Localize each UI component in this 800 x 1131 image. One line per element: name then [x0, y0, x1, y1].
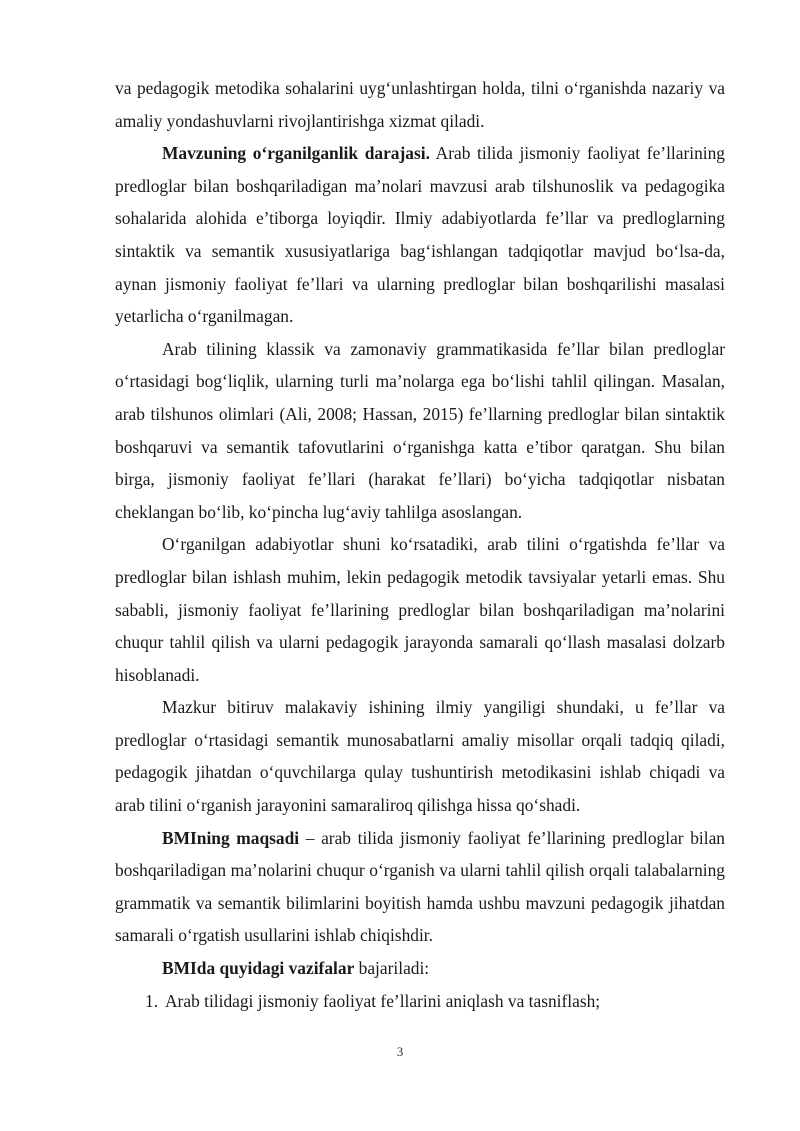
paragraph-study-level: [115, 137, 725, 333]
page-number: 3: [396, 1044, 404, 1059]
list-item-number: 1.: [145, 990, 159, 1011]
tasks-list: [115, 985, 725, 1018]
paragraph-tasks-intro: [115, 952, 725, 985]
heading-goal: BMIning maqsadi: [162, 827, 300, 848]
paragraph-grammar-review: Arab tilining klassik va zamonaviy grammatikasida fe’llar bilan predloglar o‘rtasidagi bog‘liqlik, ularning turli ma’nolarga ega bo‘lishi tahlil qilingan. Masalan, arab tilshunos olimlari (Ali, 2008; Hassan, 2015) fe’llarning predloglar bilan sintaktik boshqaruvi va semantik tafovutlarini o‘rganishga katta e’tibor qaratgan. Shu bilan birga, jismoniy faoliyat fe’llari (harakat fe’llari) bo‘yicha tadqiqotlar nisbatan cheklangan bo‘lib, ko‘pincha lug‘aviy tahlilga asoslangan.: [115, 338, 725, 522]
list-item-text: Arab tilidagi jismoniy faoliyat fe’llarini aniqlash va tasniflash;: [165, 990, 601, 1011]
goal-text: – arab tilida jismoniy faoliyat fe’llarining predloglar bilan boshqariladigan ma’nolarini chuqur o‘rganish va ularni tahlil qilish orqali talabalarning grammatik va semantik bilimlarini boyitish hamda ushbu mavzuni pedagogik jihatdan samarali o‘rgatish usullarini ishlab chiqishdir.: [115, 827, 725, 946]
paragraph-scientific-novelty: Mazkur bitiruv malakaviy ishining ilmiy yangiligi shundaki, u fe’llar va predloglar o‘rtasidagi semantik munosabatlarni amaliy misollar orqali tadqiq qiladi, pedagogik jihatdan o‘quvchilarga qulay tushuntirish metodikasini ishlab chiqadi va arab tilini o‘rganish jarayonini samaraliroq qilishga hissa qo‘shadi.: [115, 697, 725, 816]
study-level-text: Arab tilida jismoniy faoliyat fe’llarining predloglar bilan boshqariladigan ma’nolari mavzusi arab tilshunoslik va pedagogika sohalarida alohida e’tiborga loyiqdir. Ilmiy adabiyotlarda fe’llar va predloglarning sintaktik va semantik xususiyatlariga bag‘ishlangan tadqiqotlar mavjud bo‘lsa-da, aynan jismoniy faoliyat fe’llari va ularning predloglar bilan boshqarilishi masalasi yetarlicha o‘rganilmagan.: [115, 143, 725, 327]
document-page: [115, 72, 725, 1017]
paragraph-goal: [115, 822, 725, 952]
tasks-intro-text: bajariladi:: [354, 958, 430, 979]
heading-study-level: Mavzuning o‘rganilganlik darajasi.: [162, 143, 430, 164]
paragraph-literature-conclusion: O‘rganilgan adabiyotlar shuni ko‘rsatadiki, arab tilini o‘rgatishda fe’llar va predloglar bilan ishlash muhim, lekin pedagogik metodik tavsiyalar yetarli emas. Shu sababli, jismoniy faoliyat fe’llarining predloglar bilan boshqariladigan ma’nolarini chuqur tahlil qilish va ularni pedagogik jarayonda samarali qo‘llash masalasi dolzarb hisoblanadi.: [115, 534, 725, 685]
list-item: [115, 985, 725, 1018]
paragraph-intro-continuation: va pedagogik metodika sohalarini uyg‘unlashtirgan holda, tilni o‘rganishda nazariy va amaliy yondashuvlarni rivojlantirishga xizmat qiladi.: [115, 78, 725, 131]
heading-tasks: BMIda quyidagi vazifalar: [162, 958, 355, 979]
